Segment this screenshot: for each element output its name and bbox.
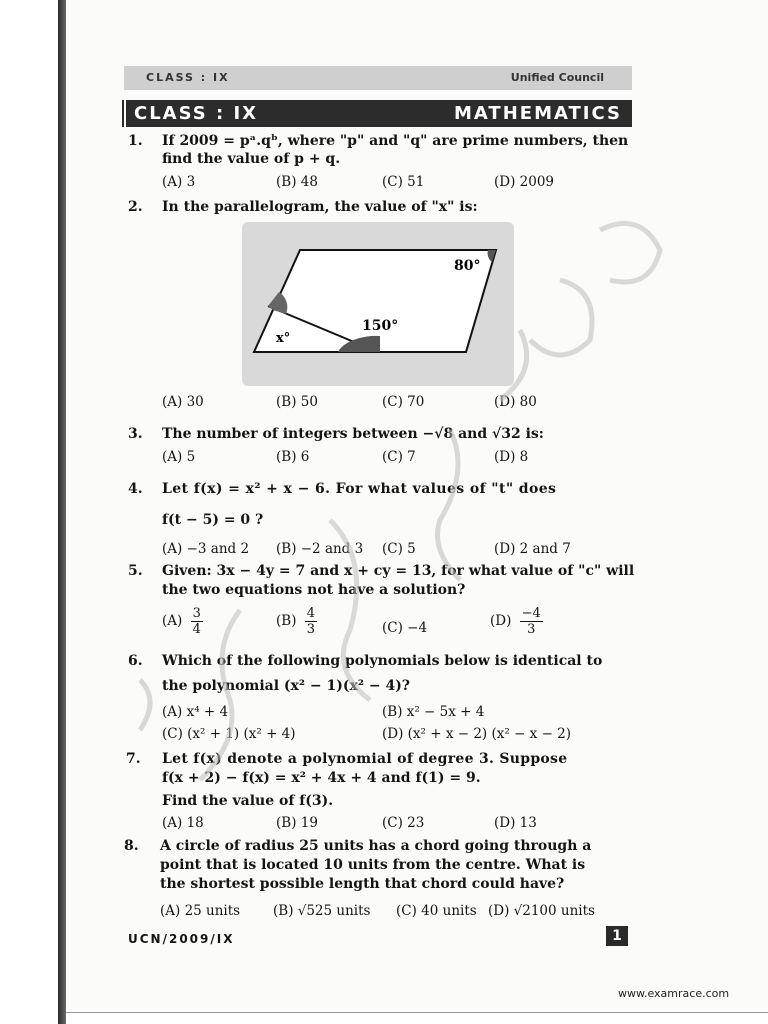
q6-option-a: (A) x⁴ + 4 [162,704,229,720]
q5-option-a [162,606,203,637]
q8-option-c: (C) 40 units [396,903,477,919]
q1-option-b: (B) 48 [276,174,318,190]
q8-option-d: (D) √2100 units [488,903,595,919]
q2-option-d: (D) 80 [494,394,537,410]
q3-text-and: and [458,426,488,442]
q5-a-numerator: 3 [192,606,201,621]
q4-text-line1: Let f(x) = x² + x − 6. For what values of "t" does [162,481,557,497]
q1-option-a: (A) 3 [162,174,196,190]
title-subject: MATHEMATICS [453,103,622,124]
q5-number: 5. [128,563,143,579]
q1-option-d: (D) 2009 [494,174,555,190]
q5-option-a-fraction [191,606,203,637]
angle-80-label: 80° [454,258,481,274]
q6-option-b: (B) x² − 5x + 4 [382,704,485,720]
q5-b-numerator: 4 [306,606,316,621]
q5-option-a-label: (A) [162,613,183,629]
q7-text-line2: f(x + 2) − f(x) = x² + 4x + 4 and f(1) = 9. [162,770,481,786]
parallelogram-diagram [242,222,514,386]
parallelogram-figure [242,222,514,386]
q3-sqrt8: −√8 [422,426,454,442]
q5-option-d [490,606,543,637]
q3-text [162,426,544,442]
page-number: 1 [606,926,628,946]
q7-text-line3: Find the value of f(3). [162,793,334,809]
q5-text-line2: the two equations not have a solution? [162,582,466,598]
q7-option-c: (C) 23 [382,815,425,831]
q3-option-c: (C) 7 [382,449,416,465]
q2-option-a: (A) 30 [162,394,204,410]
q5-d-numerator: −4 [521,606,541,621]
q8-number: 8. [124,838,139,854]
running-header [124,66,632,90]
q5-option-b-label: (B) [276,613,297,629]
q8-option-a: (A) 25 units [160,903,241,919]
q3-text-is: is: [525,426,544,442]
q3-number: 3. [128,426,143,442]
q5-b-denominator: 3 [306,622,316,637]
q4-number: 4. [128,481,143,497]
website-url: www.examrace.com [618,987,730,1000]
q3-option-b: (B) 6 [276,449,310,465]
q6-text-line2: the polynomial (x² − 1)(x² − 4)? [162,678,411,694]
q2-option-c: (C) 70 [382,394,425,410]
q3-option-d: (D) 8 [494,449,529,465]
q1-text-line2: find the value of p + q. [162,151,341,167]
q2-option-b: (B) 50 [276,394,318,410]
title-bar [126,100,632,127]
q6-text-line1: Which of the following polynomials below is identical to [162,653,603,669]
q6-number: 6. [128,653,143,669]
q4-option-a: (A) −3 and 2 [162,541,250,557]
q5-option-b-fraction [305,606,317,637]
q3-text-a: The number of integers between [162,426,418,442]
q5-option-c: (C) −4 [382,620,428,636]
page-margin [0,0,66,1024]
q5-a-denominator: 4 [192,622,201,637]
footer-code: UCN/2009/IX [128,932,235,946]
q2-number: 2. [128,199,143,215]
q1-option-c: (C) 51 [382,174,425,190]
q7-option-a: (A) 18 [162,815,204,831]
angle-x-label: x° [276,331,291,346]
q8-text-line1: A circle of radius 25 units has a chord going through a [160,838,592,854]
q7-text-line1: Let f(x) denote a polynomial of degree 3. Suppose [162,751,568,767]
q5-text-line1: Given: 3x − 4y = 7 and x + cy = 13, for what value of "c" will [162,563,635,579]
q8-text-line3: the shortest possible length that chord could have? [160,876,565,892]
title-class: CLASS : IX [134,103,259,124]
scan-edge-shadow [58,0,66,1024]
q3-sqrt32: √32 [492,426,521,442]
header-class: CLASS : IX [146,71,230,84]
q5-option-b [276,606,317,637]
q7-option-d: (D) 13 [494,815,537,831]
title-bar-tick [122,100,124,127]
q1-text-line1: If 2009 = pᵃ.qᵇ, where "p" and "q" are prime numbers, then [162,133,629,149]
q8-text-line2: point that is located 10 units from the centre. What is [160,857,586,873]
q4-option-c: (C) 5 [382,541,416,557]
q5-option-d-fraction [520,606,543,637]
q6-option-c: (C) (x² + 1) (x² + 4) [162,726,296,742]
q2-text-line1: In the parallelogram, the value of "x" is: [162,199,478,215]
header-council: Unified Council [510,71,604,84]
q7-option-b: (B) 19 [276,815,318,831]
angle-150-label: 150° [362,318,399,334]
q7-number: 7. [126,751,141,767]
q8-option-b: (B) √525 units [273,903,371,919]
q4-text-line2: f(t − 5) = 0 ? [162,512,264,528]
q5-d-denominator: 3 [527,622,536,637]
q3-option-a: (A) 5 [162,449,196,465]
q4-option-d: (D) 2 and 7 [494,541,571,557]
q6-option-d: (D) (x² + x − 2) (x² − x − 2) [382,726,572,742]
q5-option-d-label: (D) [490,613,512,629]
q1-number: 1. [128,133,143,149]
q4-option-b: (B) −2 and 3 [276,541,364,557]
